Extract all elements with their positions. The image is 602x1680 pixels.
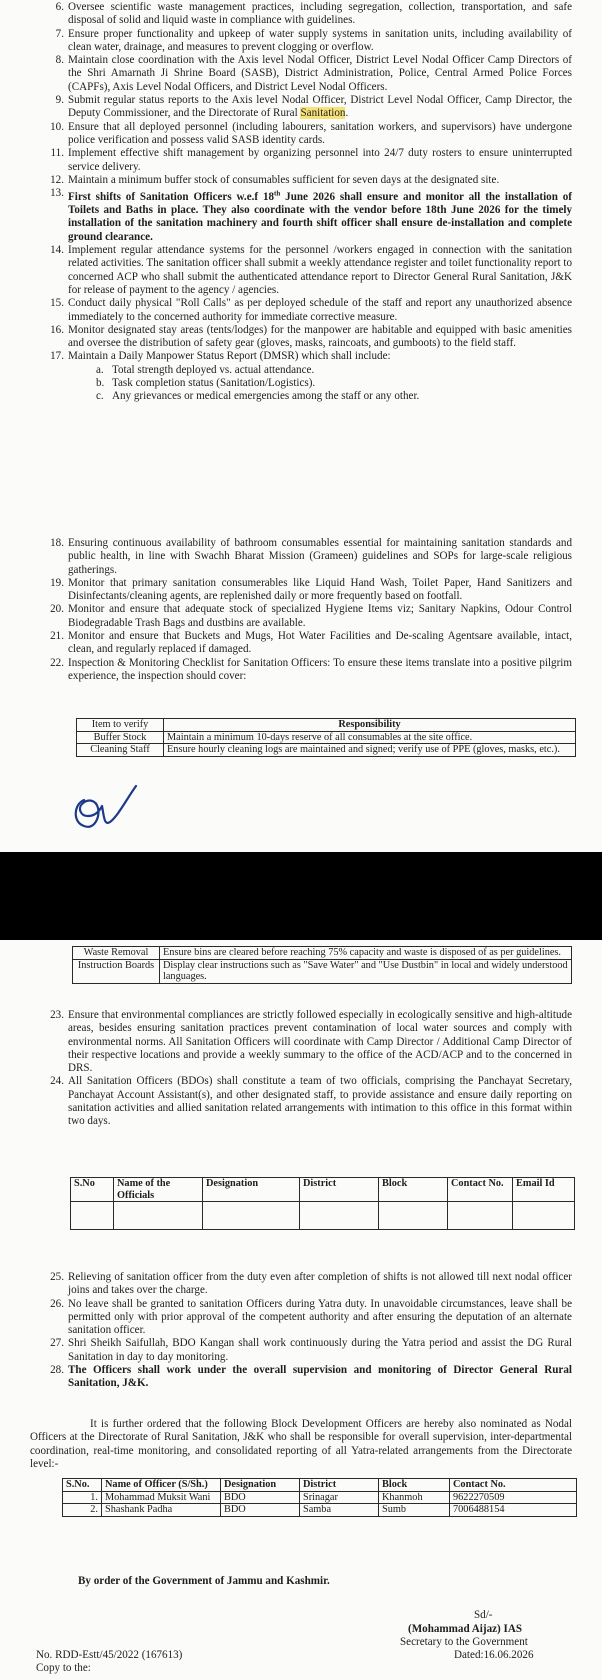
list-item: 26. No leave shall be granted to sanitation Officers during Yatra duty. In unavoidable circumstances, leave shall be permitted only with prior approval of the competent authority and after ensuring the deputation of an alternate sanitation officer. xyxy=(50,1297,572,1337)
table-row xyxy=(63,1491,577,1504)
list-item: 25. Relieving of sanitation officer from the duty even after completion of shifts is not allowed till next nodal officer joins and takes over the charge. xyxy=(50,1271,572,1297)
list-item: 19. Monitor that primary sanitation consumerables like Liquid Hand Wash, Toilet Paper, Hand Sanitizers and Disinfectants/cleaning agents, are replenished daily or more frequently based on footfall. xyxy=(50,576,572,603)
instructions-list-part-3 xyxy=(0,1009,602,1129)
table-cell: Ensure hourly cleaning logs are maintained and signed; verify use of PPE (gloves, masks, etc.). xyxy=(164,744,576,757)
table-header: Contact No. xyxy=(448,1178,513,1202)
table-header: District xyxy=(300,1178,379,1202)
table-row xyxy=(63,1504,577,1517)
table-header: Item to verify xyxy=(77,719,164,732)
list-item: 22. Inspection & Monitoring Checklist for Sanitation Officers: To ensure these items translate into a positive pilgrim experience, the inspection should cover: xyxy=(50,656,572,682)
table-cell: 7006488154 xyxy=(450,1504,577,1517)
table-cell: 2. xyxy=(63,1504,102,1517)
table-cell: BDO xyxy=(221,1491,300,1504)
list-item: 18. Ensuring continuous availability of bathroom consumables essential for maintaining sanitation standards and public health, in line with Swachh Bharat Mission (Grameen) guidelines and SOPs for large-scale religious gatherings. xyxy=(50,537,572,576)
table-row xyxy=(73,947,572,960)
table-cell: Samba xyxy=(300,1504,379,1517)
highlighted-text: Sanitation xyxy=(300,107,346,120)
list-item: 9. Submit regular status reports to the Axis level Nodal Officer, District Level Nodal Officer, Camp Director, the Deputy Commissioner, and the Directorate of Rural Sanitation. xyxy=(55,94,572,120)
table-cell: 9622270509 xyxy=(450,1491,577,1504)
table-header: Block xyxy=(379,1178,448,1202)
instructions-list-part-2 xyxy=(0,537,602,683)
list-item: 20. Monitor and ensure that adequate stock of specialized Hygiene Items viz; Sanitary Napkins, Odour Control Biodegradable Trash Bags and dustbins are available. xyxy=(50,603,572,629)
document-page-2 xyxy=(0,940,602,1680)
list-item: 14. Implement regular attendance systems for the personnel /workers engaged in connection with the sanitation related activities. The sanitation officer shall submit a weekly attendance register and toilet functionality report to concerned ACP who shall submit the authenticated attendance report to Director General Rural Sanitation, J&K for release of payment to the agency / agencies. xyxy=(50,244,572,296)
table-cell: Srinagar xyxy=(300,1491,379,1504)
list-item: 15. Conduct daily physical "Roll Calls" as per deployed schedule of the staff and report any unauthorized absence immediately to the concerned authority for immediate corrective measure. xyxy=(50,297,572,323)
table-row xyxy=(77,731,576,744)
table-cell-empty xyxy=(203,1202,300,1230)
list-item: 21. Monitor and ensure that Buckets and Mugs, Hot Water Facilities and De-scaling Agentsare available, intact, clean, and regularly replaced if damaged. xyxy=(50,630,572,656)
table-row xyxy=(73,959,572,983)
table-cell: Waste Removal xyxy=(73,947,160,960)
table-row xyxy=(77,744,576,757)
list-item: 11. Implement effective shift management by organizing personnel into 24/7 duty rosters to ensure uninterrupted service delivery. xyxy=(50,147,572,173)
instructions-list-part-4 xyxy=(0,1271,602,1391)
table-cell-empty xyxy=(300,1202,379,1230)
table-cell: Buffer Stock xyxy=(77,731,164,744)
table-cell: Instruction Boards xyxy=(73,959,160,983)
table-cell: Shashank Padha xyxy=(102,1504,221,1517)
nodal-officers-table xyxy=(62,1478,577,1517)
table-header: Name of the Officials xyxy=(114,1178,203,1202)
page-separator xyxy=(0,852,602,940)
table-cell-empty xyxy=(71,1202,114,1230)
table-cell: Display clear instructions such as "Save Water" and "Use Dustbin" in local and widely understood languages. xyxy=(160,959,572,983)
signatory-title: Secretary to the Government xyxy=(400,1636,528,1648)
list-item: 27. Shri Sheikh Saifullah, BDO Kangan shall work continuously during the Yatra period and assist the DG Rural Sanitation in day to day monitoring. xyxy=(50,1337,572,1363)
sub-item: c. Any grievances or medical emergencies among the staff or any other. xyxy=(96,390,420,403)
order-paragraph: It is further ordered that the following Block Development Officers are hereby also nominated as Nodal Officers at the Directorate of Rural Sanitation, J&K who shall be responsible for overall supervision, inter-departmental coordination, real-time monitoring, and consolidated reporting of all Yatra-related arrangements from the Directorate level:- xyxy=(30,1418,572,1470)
table-cell: Khanmoh xyxy=(379,1491,450,1504)
copy-to-label: Copy to the: xyxy=(36,1662,91,1674)
table-cell: Sumb xyxy=(379,1504,450,1517)
list-item: 17. Maintain a Daily Manpower Status Report (DMSR) which shall include: xyxy=(50,350,391,363)
inspection-checklist-table xyxy=(76,718,576,757)
inspection-checklist-table-continued xyxy=(72,946,572,984)
list-item: 23. Ensure that environmental compliances are strictly followed especially in ecologically sensitive and high-altitude areas, besides ensuring sanitation practices prevent contamination of local water sources and comply with environmental norms. All Sanitation Officers will coordinate with Camp Director / Additional Camp Director of their respective locations and provide a weekly summary to the office of the ACD/ACP and to the concerned in DRS. xyxy=(50,1009,572,1075)
table-header: Email Id xyxy=(513,1178,575,1202)
order-date: Dated:16.06.2026 xyxy=(454,1649,534,1661)
list-item-bold: 28. The Officers shall work under the overall supervision and monitoring of Director General Rural Sanitation, J&K. xyxy=(50,1364,572,1390)
table-cell-empty xyxy=(513,1202,575,1230)
list-item: 24. All Sanitation Officers (BDOs) shall constitute a team of two officials, comprising the Panchayat Secretary, Panchayat Account Assistant(s), and other designated staff, to provide assistance and ensure daily reporting on sanitation activities and allied sanitation related arrangements with intimation to this office in this format within two days. xyxy=(50,1075,572,1128)
table-header: Contact No. xyxy=(450,1479,577,1492)
table-cell: Ensure bins are cleared before reaching 75% capacity and waste is disposed of as per guidelines. xyxy=(160,947,572,960)
table-cell-empty xyxy=(114,1202,203,1230)
sub-item: b. Task completion status (Sanitation/Logistics). xyxy=(96,377,316,389)
initials-signature xyxy=(70,780,140,836)
list-item: 16. Monitor designated stay areas (tents/lodges) for the manpower are habitable and equipped with basic amenities and oversee the distribution of safety gear (gloves, masks, raincoats, and gumboots) to the field staff. xyxy=(50,323,572,350)
table-cell: Maintain a minimum 10-days reserve of all consumables at the site office. xyxy=(164,731,576,744)
table-header: Designation xyxy=(221,1479,300,1492)
table-cell-empty xyxy=(379,1202,448,1230)
list-item: 12. Maintain a minimum buffer stock of consumables sufficient for seven days at the designated site. xyxy=(50,173,500,186)
by-order-line: By order of the Government of Jammu and Kashmir. xyxy=(78,1575,330,1587)
sd-mark: Sd/- xyxy=(474,1609,493,1621)
table-cell: 1. xyxy=(63,1491,102,1504)
table-header: Designation xyxy=(203,1178,300,1202)
table-cell: Mohammad Muksit Wani xyxy=(102,1491,221,1504)
table-row xyxy=(71,1202,575,1230)
table-cell: Cleaning Staff xyxy=(77,744,164,757)
table-header: S.No xyxy=(71,1178,114,1202)
table-cell-empty xyxy=(448,1202,513,1230)
table-header: Name of Officer (S/Sh.) xyxy=(102,1479,221,1492)
instructions-list-part-1 xyxy=(0,1,602,404)
table-cell: BDO xyxy=(221,1504,300,1517)
list-item: 8. Maintain close coordination with the Axis level Nodal Officer, District Level Nodal Officer Camp Directors of the Shri Amarnath Ji Shrine Board (SASB), District Administration, Police, Central Armed Police Forces (CAPFs), Axis Level Nodal Officers, and District Level Nodal Officers. xyxy=(55,54,572,93)
reference-number: No. RDD-Estt/45/2022 (167613) xyxy=(36,1649,183,1661)
list-item-bold: 13. First shifts of Sanitation Officers w.e.f 18th June 2026 shall ensure and monitor all the installation of Toilets and Baths in place. They also coordinate with the vendor before 18th June 2026 for the timely installation of the sanitation machinery and fourth shift officer shall ensure de-installation and complete ground clearance. xyxy=(50,187,572,243)
table-header: District xyxy=(300,1479,379,1492)
table-header: Block xyxy=(379,1479,450,1492)
signatory-name: (Mohammad Aijaz) IAS xyxy=(408,1623,523,1635)
list-item: 6. Oversee scientific waste management practices, including segregation, collection, transportation, and safe disposal of solid and liquid waste in compliance with guidelines. xyxy=(55,1,572,27)
sub-item: a. Total strength deployed vs. actual attendance. xyxy=(96,363,315,376)
list-item: 10. Ensure that all deployed personnel (including labourers, sanitation workers, and supervisors) have undergone police verification and possess valid SASB identity cards. xyxy=(50,120,572,146)
table-header: Responsibility xyxy=(164,719,576,732)
table-header: S.No. xyxy=(63,1479,102,1492)
reporting-format-table xyxy=(70,1177,575,1230)
list-item: 7. Ensure proper functionality and upkeep of water supply systems in sanitation units, including availability of clean water, drainage, and measures to prevent clogging or overflow. xyxy=(55,27,572,53)
